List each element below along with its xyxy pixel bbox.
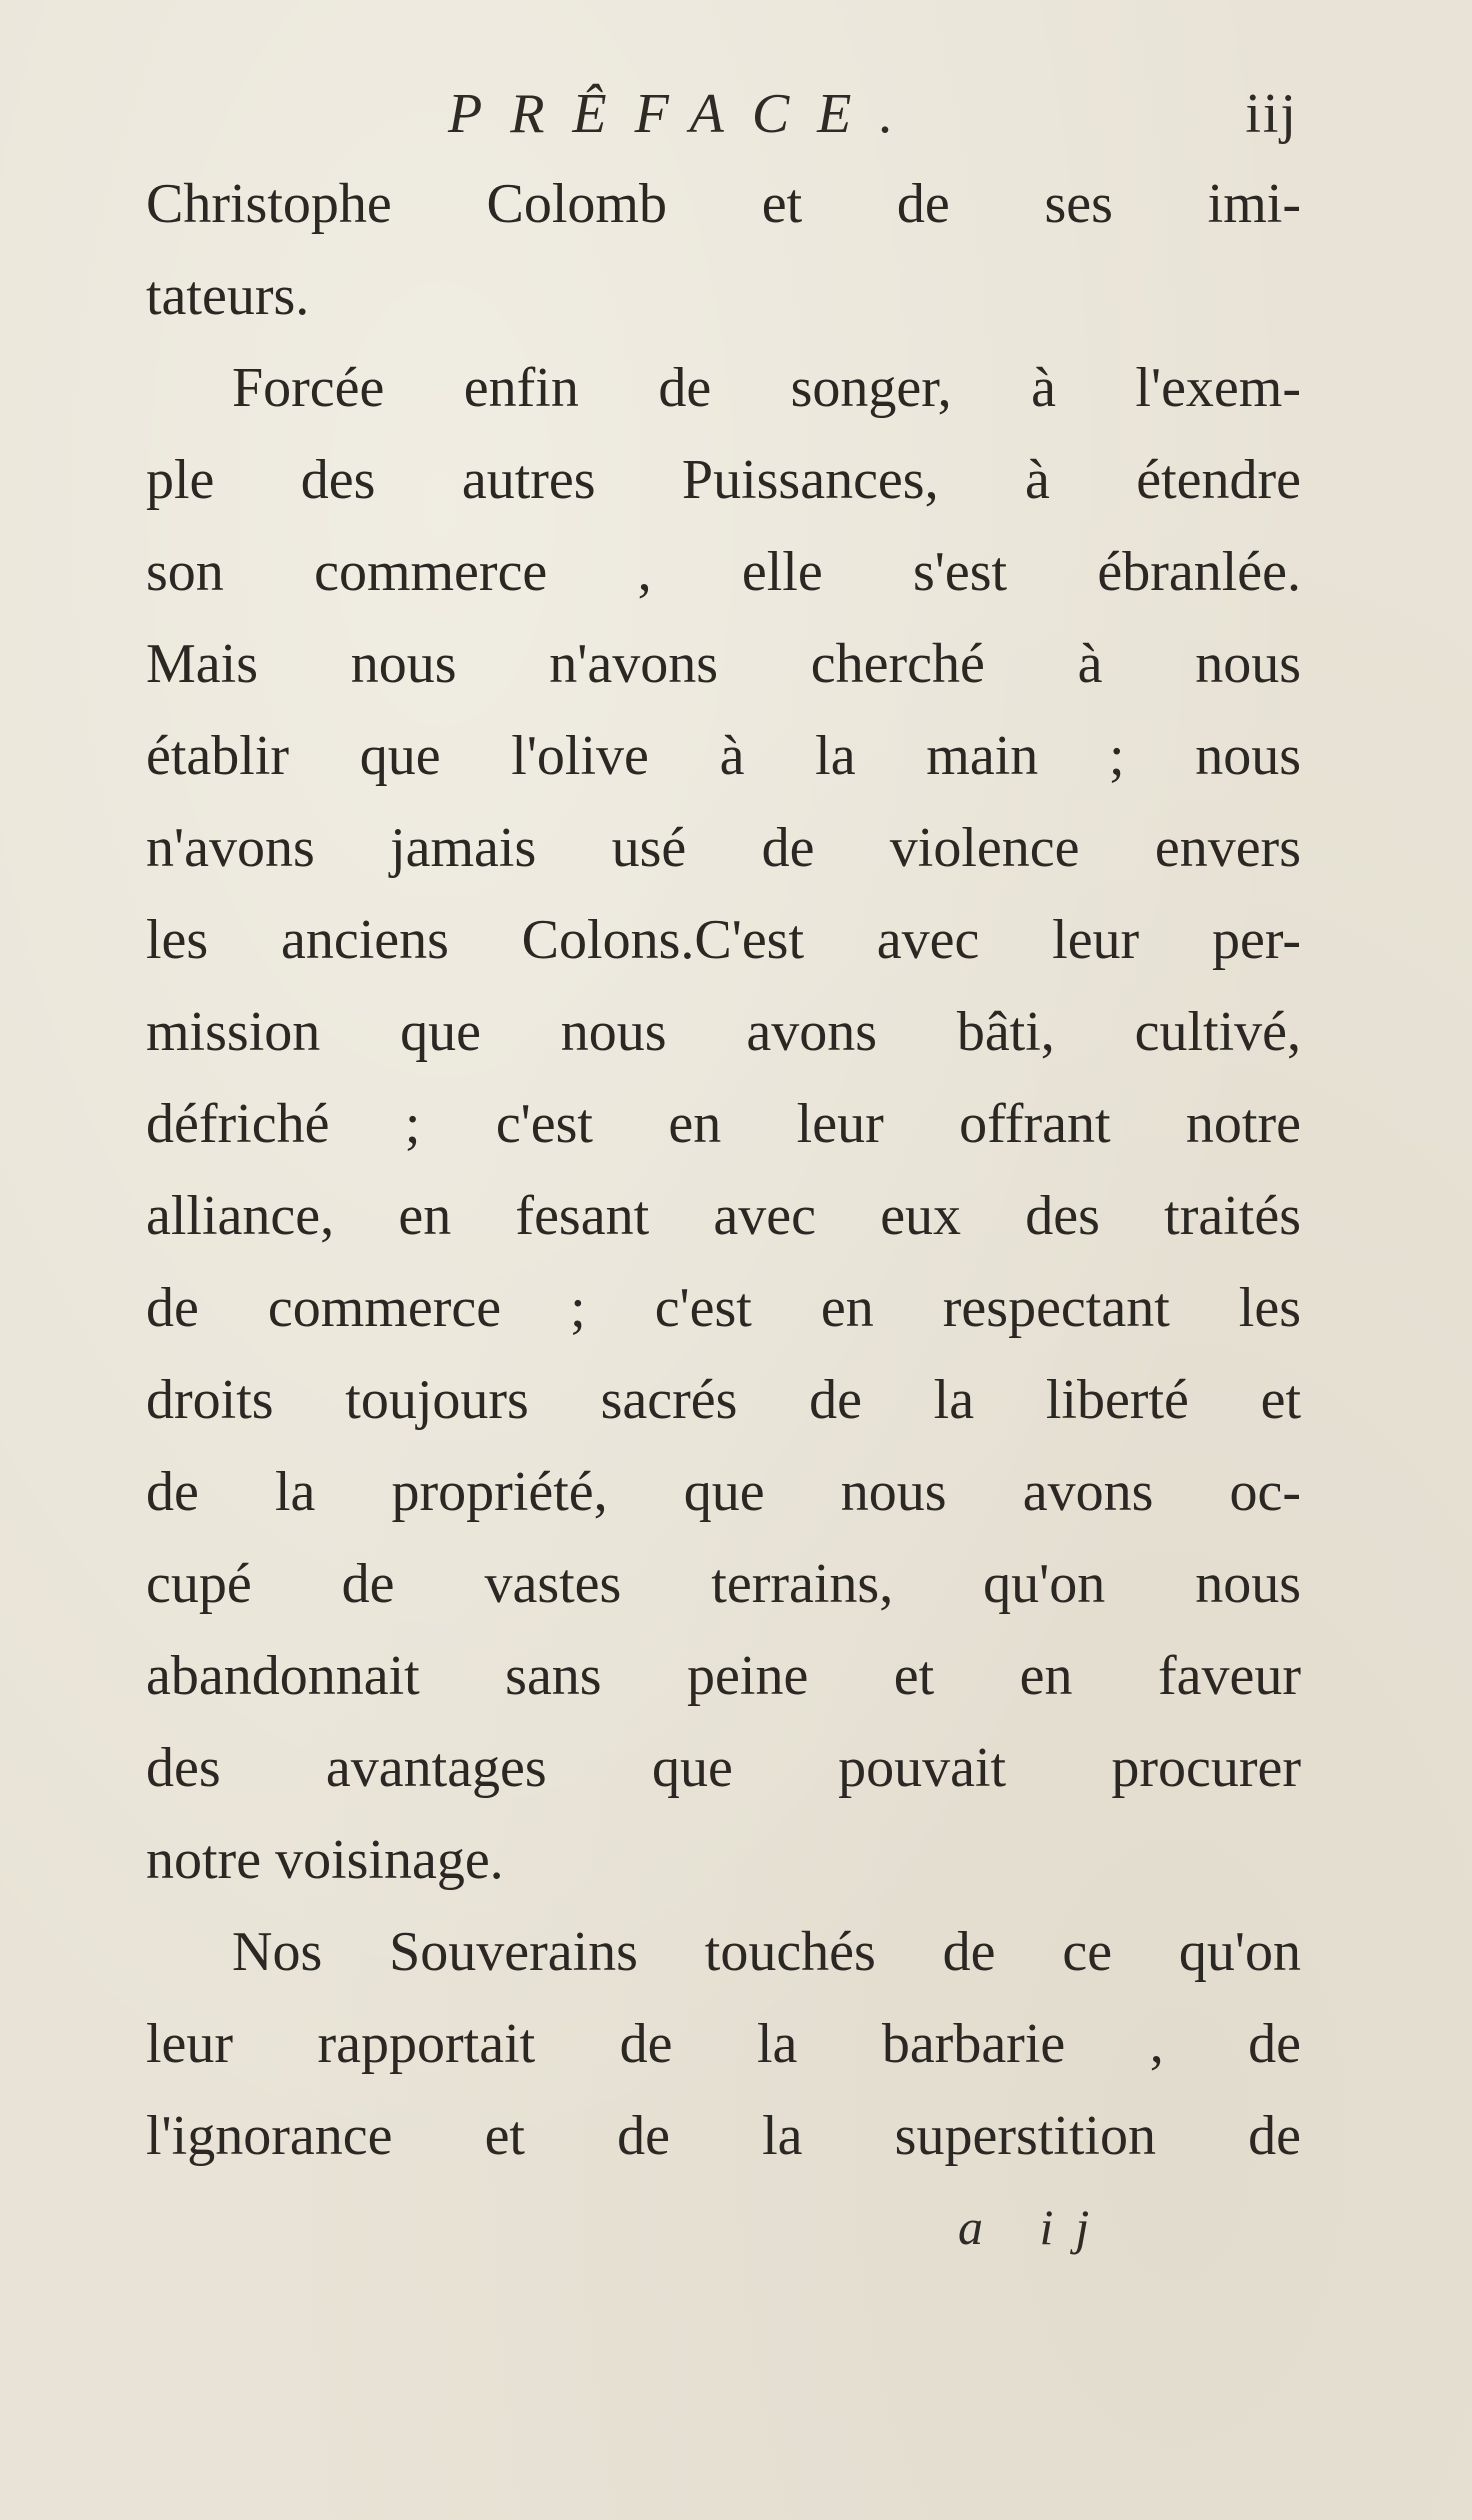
- text-line: leur rapportait de la barbarie , de: [146, 2013, 1301, 2075]
- text-line: n'avons jamais usé de violence envers: [146, 817, 1301, 879]
- text-line: établir que l'olive à la main ; nous: [146, 725, 1301, 787]
- text-line: tateurs.: [146, 265, 310, 327]
- text-line: des avantages que pouvait procurer: [146, 1737, 1301, 1799]
- text-line: cupé de vastes terrains, qu'on nous: [146, 1553, 1301, 1615]
- page-number: iij: [1245, 83, 1298, 145]
- text-line: abandonnait sans peine et en faveur: [146, 1645, 1301, 1707]
- text-line: mission que nous avons bâti, cultivé,: [146, 1001, 1301, 1063]
- text-line: l'ignorance et de la superstition de: [146, 2105, 1301, 2167]
- text-line: droits toujours sacrés de la liberté et: [146, 1369, 1301, 1431]
- running-header: [148, 78, 1298, 168]
- text-line: Nos Souverains touchés de ce qu'on: [232, 1921, 1301, 1983]
- text-line: son commerce , elle s'est ébranlée.: [146, 541, 1301, 603]
- body-text: [146, 158, 1301, 2182]
- running-title: PRÊFACE.: [448, 83, 922, 145]
- text-line: de la propriété, que nous avons oc-: [146, 1461, 1301, 1523]
- text-line: Forcée enfin de songer, à l'exem-: [232, 357, 1301, 419]
- text-line: ple des autres Puissances, à étendre: [146, 449, 1301, 511]
- text-line: Christophe Colomb et de ses imi-: [146, 173, 1301, 235]
- text-line: les anciens Colons.C'est avec leur per-: [146, 909, 1301, 971]
- text-line: de commerce ; c'est en respectant les: [146, 1277, 1301, 1339]
- text-line: Mais nous n'avons cherché à nous: [146, 633, 1301, 695]
- text-line: défriché ; c'est en leur offrant notre: [146, 1093, 1301, 1155]
- signature-mark: a ij: [958, 2199, 1112, 2255]
- text-line: alliance, en fesant avec eux des traités: [146, 1185, 1301, 1247]
- text-line: notre voisinage.: [146, 1829, 504, 1891]
